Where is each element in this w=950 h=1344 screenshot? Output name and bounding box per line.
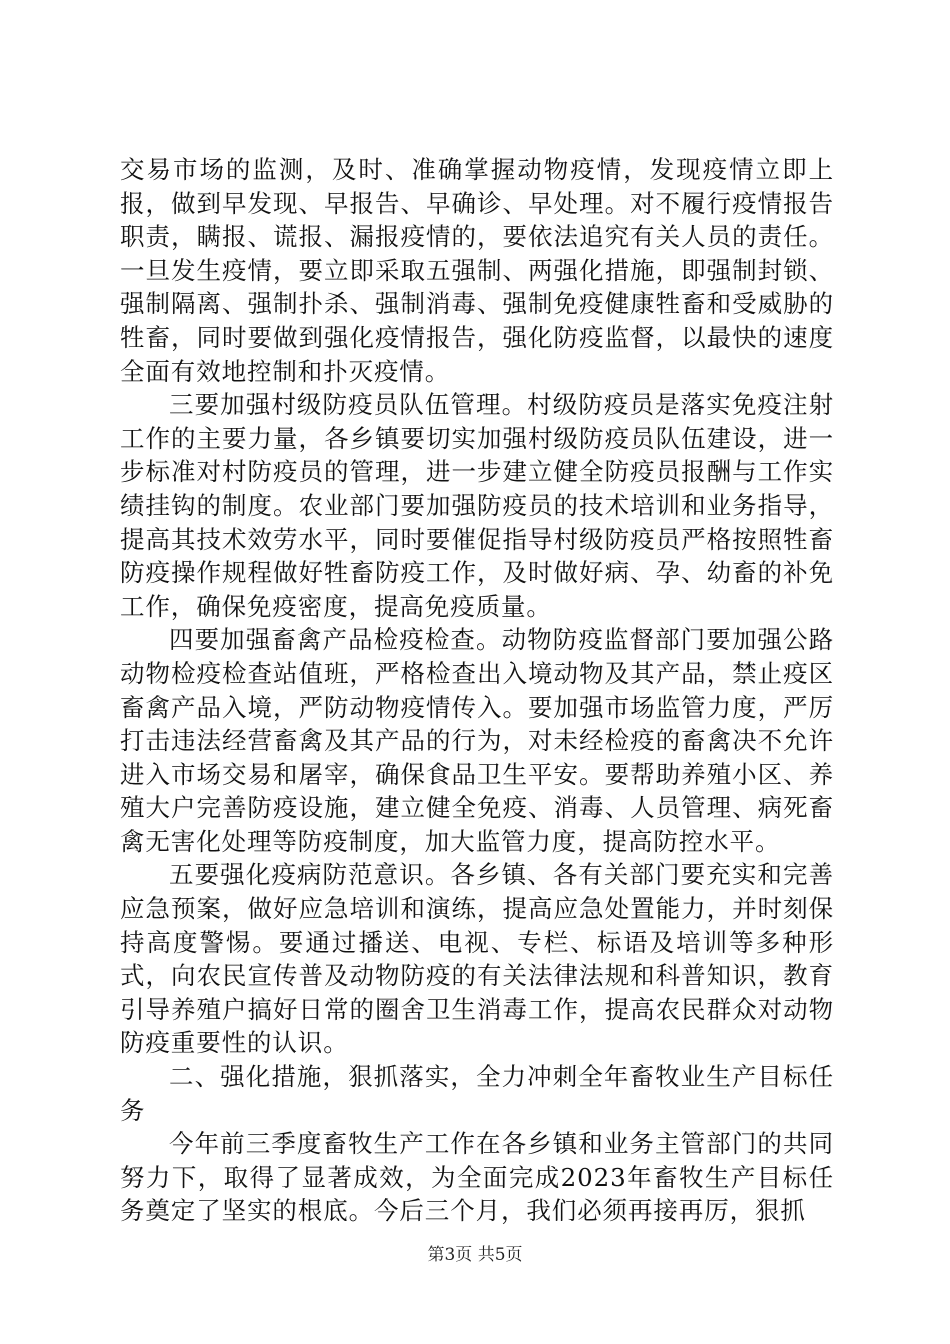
paragraph-production-goals: 今年前三季度畜牧生产工作在各乡镇和业务主管部门的共同努力下，取得了显著成效，为全面完成2023年畜牧生产目标任务奠定了坚实的根底。今后三个月，我们必须再接再厉，狠抓 — [120, 1129, 834, 1226]
paragraph-village-vet-team: 三要加强村级防疫员队伍管理。村级防疫员是落实免疫注射工作的主要力量，各乡镇要切实加强村级防疫员队伍建设，进一步标准对村防疫员的管理，进一步建立健全防疫员报酬与工作实绩挂钩的制度。农业部门要加强防疫员的技术培训和业务指导，提高其技术效劳水平，同时要催促指导村级防疫员严格按照牲畜防疫操作规程做好牲畜防疫工作，及时做好病、孕、幼畜的补免工作，确保免疫密度，提高免疫质量。 — [120, 390, 834, 621]
paragraph-prevention-awareness: 五要强化疫病防范意识。各乡镇、各有关部门要充实和完善应急预案，做好应急培训和演练，提高应急处置能力，并时刻保持高度警惕。要通过播送、电视、专栏、标语及培训等多种形式，向农民宣传普及动物防疫的有关法律法规和科普知识，教育引导养殖户搞好日常的圈舍卫生消毒工作，提高农民群众对动物防疫重要性的认识。 — [120, 860, 834, 1058]
paragraph-continued: 交易市场的监测，及时、准确掌握动物疫情，发现疫情立即上报，做到早发现、早报告、早确诊、早处理。对不履行疫情报告职责，瞒报、谎报、漏报疫情的，要依法追究有关人员的责任。一旦发生疫情，要立即采取五强制、两强化措施，即强制封锁、强制隔离、强制扑杀、强制消毒、强制免疫健康牲畜和受威胁的牲畜，同时要做到强化疫情报告，强化防疫监督，以最快的速度全面有效地控制和扑灭疫情。 — [120, 155, 834, 386]
page-number-footer: 第3页 共5页 — [427, 1245, 523, 1265]
paragraph-quarantine-inspection: 四要加强畜禽产品检疫检查。动物防疫监督部门要加强公路动物检疫检查站值班，严格检查出入境动物及其产品，禁止疫区畜禽产品入境，严防动物疫情传入。要加强市场监管力度，严厉打击违法经营畜禽及其产品的行为，对未经检疫的畜禽决不允许进入市场交易和屠宰，确保食品卫生平安。要帮助养殖小区、养殖大户完善防疫设施，建立健全免疫、消毒、人员管理、病死畜禽无害化处理等防疫制度，加大监管力度，提高防控水平。 — [120, 625, 834, 856]
section-heading-2: 二、强化措施，狠抓落实，全力冲刺全年畜牧业生产目标任务 — [120, 1062, 834, 1125]
document-body — [120, 153, 834, 1228]
